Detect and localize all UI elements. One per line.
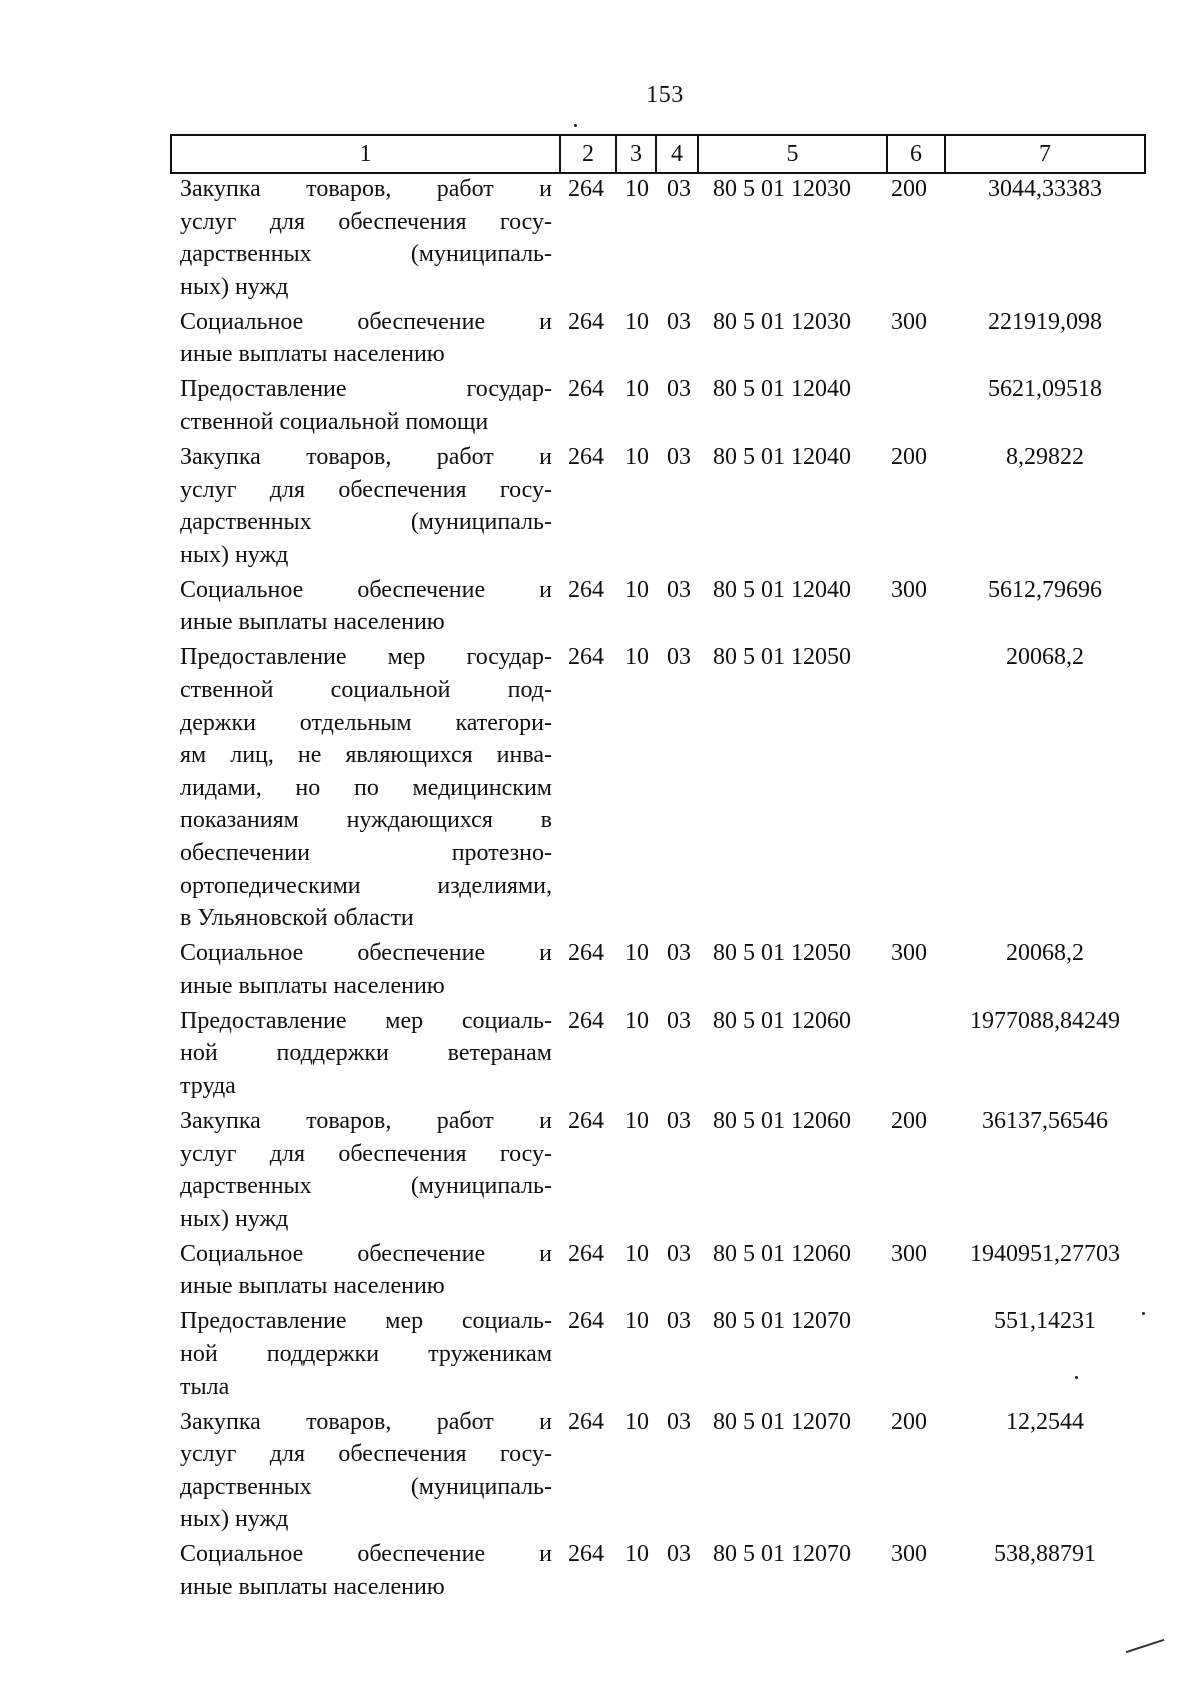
- row-code-c3: 10: [625, 376, 649, 403]
- row-name-cell: [180, 1105, 552, 1235]
- scan-speck: [1075, 1376, 1078, 1379]
- row-name-cell: [180, 641, 552, 934]
- row-code-c4: 03: [667, 308, 691, 335]
- row-code-c3: 10: [625, 576, 649, 603]
- row-code-c4: 03: [667, 1408, 691, 1435]
- row-code-c4: 03: [667, 1108, 691, 1134]
- row-name-cell: [180, 1238, 552, 1303]
- row-name-line: ных) нужд: [180, 1205, 289, 1232]
- row-code-c2: 264: [568, 940, 604, 967]
- row-code-c4: 03: [667, 940, 691, 967]
- row-name-line: дарственных (муниципаль-: [180, 509, 552, 536]
- row-code-c3: 10: [625, 1108, 649, 1134]
- row-code-c5: 80 5 01 12060: [713, 1108, 851, 1134]
- row-code-c2: 264: [568, 308, 604, 335]
- header-col-4: 4: [655, 136, 697, 172]
- header-col-1: 1: [359, 141, 372, 167]
- row-name-cell: [180, 441, 552, 571]
- row-code-c4: 03: [667, 644, 691, 671]
- row-code-c3: 10: [625, 1408, 649, 1435]
- row-code-c6: 200: [891, 444, 927, 470]
- row-amount: 3044,33383: [988, 176, 1102, 202]
- row-name-cell: [180, 1005, 552, 1103]
- row-amount: 20068,2: [1006, 644, 1084, 671]
- row-name-line: ям лиц, не являющихся инва-: [180, 742, 552, 769]
- row-code-c2: 264: [568, 644, 604, 671]
- row-name-line: Закупка товаров, работ и: [180, 176, 552, 202]
- row-name-line: ной поддержки ветеранам: [180, 1040, 552, 1067]
- row-code-c5: 80 5 01 12050: [713, 940, 851, 967]
- row-code-c4: 03: [667, 376, 691, 403]
- row-code-c3: 10: [625, 940, 649, 967]
- pen-stroke-mark: [1126, 1639, 1165, 1653]
- row-name-cell: [180, 1305, 552, 1403]
- row-name-line: услуг для обеспечения госу-: [180, 1140, 552, 1167]
- header-col-5: 5: [697, 136, 886, 172]
- row-code-c2: 264: [568, 576, 604, 603]
- row-name-line: Социальное обеспечение и: [180, 940, 552, 967]
- row-code-c6: 300: [891, 308, 927, 335]
- row-name-line: дарственных (муниципаль-: [180, 1473, 552, 1500]
- row-name-line: ортопедическими изделиями,: [180, 872, 552, 899]
- row-amount: 36137,56546: [982, 1108, 1108, 1134]
- row-amount: 1940951,27703: [970, 1240, 1120, 1267]
- row-code-c6: 300: [891, 576, 927, 603]
- row-name-line: Закупка товаров, работ и: [180, 1408, 552, 1435]
- row-code-c6: 300: [891, 1541, 927, 1568]
- row-name-line: Социальное обеспечение и: [180, 1240, 552, 1267]
- row-name-line: обеспечении протезно-: [180, 839, 552, 866]
- row-code-c5: 80 5 01 12030: [713, 176, 851, 202]
- row-amount: 8,29822: [1006, 444, 1084, 470]
- row-name-line: Закупка товаров, работ и: [180, 444, 552, 470]
- row-code-c3: 10: [625, 1541, 649, 1568]
- row-code-c4: 03: [667, 444, 691, 470]
- row-code-c2: 264: [568, 1240, 604, 1267]
- row-code-c6: 200: [891, 176, 927, 202]
- row-code-c3: 10: [625, 1308, 649, 1335]
- row-amount: 1977088,84249: [970, 1007, 1120, 1034]
- row-name-line: Предоставление мер социаль-: [180, 1007, 552, 1034]
- header-col-7: 7: [944, 136, 1144, 172]
- row-name-cell: [180, 173, 552, 303]
- row-code-c5: 80 5 01 12070: [713, 1408, 851, 1435]
- row-code-c4: 03: [667, 1240, 691, 1267]
- row-name-cell: [180, 574, 552, 639]
- row-code-c4: 03: [667, 1308, 691, 1335]
- row-name-line: иные выплаты населению: [180, 1273, 445, 1300]
- row-amount: 12,2544: [1006, 1408, 1084, 1435]
- row-name-line: Предоставление мер социаль-: [180, 1308, 552, 1335]
- row-code-c3: 10: [625, 1240, 649, 1267]
- row-code-c3: 10: [625, 444, 649, 470]
- row-name-line: иные выплаты населению: [180, 972, 445, 999]
- row-amount: 551,14231: [994, 1308, 1096, 1335]
- row-name-cell: [180, 373, 552, 438]
- row-name-line: лидами, но по медицинским: [180, 774, 552, 801]
- scan-speck: [574, 124, 577, 127]
- row-code-c2: 264: [568, 376, 604, 403]
- row-code-c5: 80 5 01 12060: [713, 1240, 851, 1267]
- row-name-line: иные выплаты населению: [180, 341, 445, 368]
- row-code-c2: 264: [568, 444, 604, 470]
- row-name-line: ных) нужд: [180, 273, 289, 300]
- row-name-line: тыла: [180, 1373, 230, 1400]
- row-code-c5: 80 5 01 12070: [713, 1541, 851, 1568]
- row-code-c5: 80 5 01 12050: [713, 644, 851, 671]
- row-code-c2: 264: [568, 1308, 604, 1335]
- row-name-line: иные выплаты населению: [180, 609, 445, 636]
- row-code-c4: 03: [667, 1541, 691, 1568]
- row-name-line: Предоставление государ-: [180, 376, 552, 403]
- row-name-line: труда: [180, 1072, 236, 1099]
- row-name-cell: [180, 1538, 552, 1603]
- row-name-cell: [180, 306, 552, 371]
- row-amount: 538,88791: [994, 1541, 1096, 1568]
- header-col-2: 2: [559, 136, 615, 172]
- row-name-line: держки отдельным категори-: [180, 709, 552, 736]
- row-code-c4: 03: [667, 176, 691, 202]
- row-code-c5: 80 5 01 12070: [713, 1308, 851, 1335]
- row-name-line: услуг для обеспечения госу-: [180, 476, 552, 503]
- row-amount: 20068,2: [1006, 940, 1084, 967]
- row-code-c5: 80 5 01 12040: [713, 576, 851, 603]
- row-name-line: ственной социальной под-: [180, 676, 552, 703]
- row-name-line: дарственных (муниципаль-: [180, 241, 552, 268]
- row-name-line: услуг для обеспечения госу-: [180, 1441, 552, 1468]
- row-code-c5: 80 5 01 12040: [713, 444, 851, 470]
- row-code-c2: 264: [568, 1541, 604, 1568]
- row-name-line: иные выплаты населению: [180, 1573, 445, 1600]
- row-code-c5: 80 5 01 12040: [713, 376, 851, 403]
- row-code-c6: 300: [891, 940, 927, 967]
- row-name-line: ных) нужд: [180, 541, 289, 568]
- header-col-6: 6: [886, 136, 944, 172]
- row-code-c2: 264: [568, 1408, 604, 1435]
- row-code-c3: 10: [625, 176, 649, 202]
- row-name-line: в Ульяновской области: [180, 905, 414, 932]
- table-header-row: [170, 134, 1146, 174]
- row-name-line: ных) нужд: [180, 1506, 289, 1533]
- row-name-cell: [180, 937, 552, 1002]
- row-amount: 5621,09518: [988, 376, 1102, 403]
- row-code-c6: 200: [891, 1408, 927, 1435]
- row-code-c3: 10: [625, 644, 649, 671]
- row-code-c2: 264: [568, 1108, 604, 1134]
- row-code-c4: 03: [667, 1007, 691, 1034]
- scan-speck: [1142, 1312, 1145, 1315]
- row-name-line: ной поддержки труженикам: [180, 1340, 552, 1367]
- row-code-c5: 80 5 01 12030: [713, 308, 851, 335]
- row-code-c2: 264: [568, 1007, 604, 1034]
- row-name-line: Предоставление мер государ-: [180, 644, 552, 671]
- row-name-line: ственной социальной помощи: [180, 408, 489, 435]
- row-name-line: услуг для обеспечения госу-: [180, 208, 552, 235]
- row-amount: 5612,79696: [988, 576, 1102, 603]
- row-code-c6: 200: [891, 1108, 927, 1134]
- row-name-cell: [180, 1406, 552, 1536]
- row-name-line: дарственных (муниципаль-: [180, 1173, 552, 1200]
- header-col-3: 3: [615, 136, 655, 172]
- row-name-line: Социальное обеспечение и: [180, 308, 552, 335]
- row-name-line: Социальное обеспечение и: [180, 1541, 552, 1568]
- row-code-c5: 80 5 01 12060: [713, 1007, 851, 1034]
- row-name-line: показаниям нуждающихся в: [180, 807, 552, 834]
- row-code-c6: 300: [891, 1240, 927, 1267]
- row-amount: 221919,098: [988, 308, 1102, 335]
- row-code-c3: 10: [625, 308, 649, 335]
- row-code-c4: 03: [667, 576, 691, 603]
- row-name-line: Закупка товаров, работ и: [180, 1108, 552, 1134]
- row-name-line: Социальное обеспечение и: [180, 576, 552, 603]
- page-number: 153: [646, 82, 684, 108]
- row-code-c2: 264: [568, 176, 604, 202]
- row-code-c3: 10: [625, 1007, 649, 1034]
